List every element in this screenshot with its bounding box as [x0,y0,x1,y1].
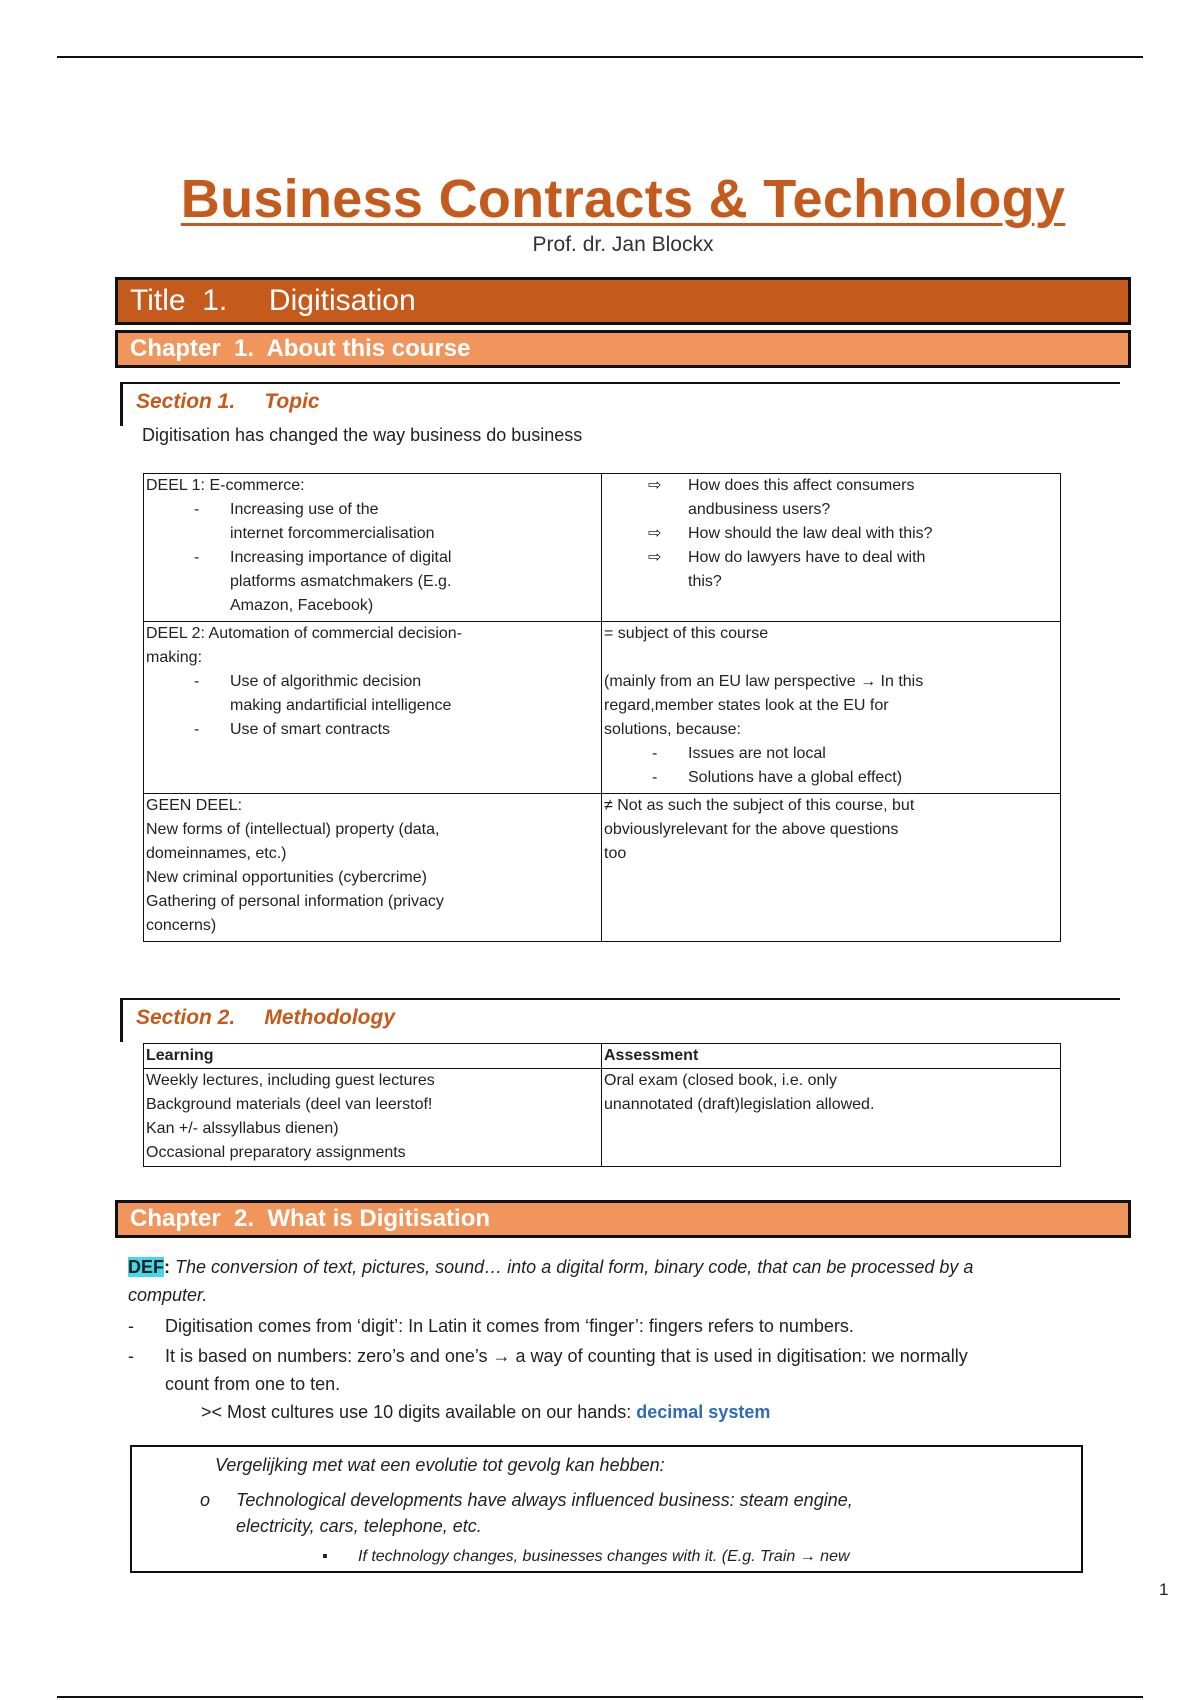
circle-bullet-icon: o [200,1490,211,1510]
question-3: ⇨ How do lawyers have to deal with this? [604,546,1058,594]
topic-cell-questions [602,474,1061,622]
decimal-system-term: decimal system [636,1402,771,1422]
topic-row-1 [144,474,1061,622]
section-1-title: Section 1. Topic [136,390,320,413]
author-line: Prof. dr. Jan Blockx [532,233,714,256]
bullet-1: - Digitisation comes from ‘digit’: In Latin it comes from ‘finger’: fingers refers to numbers. [128,1316,854,1336]
question-2: ⇨ How should the law deal with this? [604,522,1058,546]
deel1-item-2: - Increasing importance of digital platforms asmatchmakers (E.g. Amazon, Facebook) [194,549,452,614]
title-heading-bar: Title 1. Digitisation [115,277,1131,325]
subject-item-1: - Issues are not local [652,745,826,762]
topic-row-3 [144,794,1061,942]
topic-cell-deel2: DEEL 2: Automation of commercial decision- making: - Use of algorithmic decision making andartificial intelligence - Use of smart contracts [144,622,602,794]
page-number: 1 [1159,1580,1169,1599]
section-1-marker [120,384,123,426]
topic-row-2 [144,622,1061,794]
topic-table [143,473,1061,942]
methodology-header-row [144,1044,1061,1069]
topic-cell-deel1 [144,474,602,622]
comparison-box [130,1445,1083,1573]
topic-cell-subject: = subject of this course (mainly from an EU law perspective → In this regard,member states look at the EU for solutions, because: - Issues are not local - Solutions have a global effect) [602,622,1061,794]
bottom-rule [57,1696,1143,1698]
section-2-title: Section 2. Methodology [136,1006,396,1029]
header-learning: Learning [144,1044,602,1069]
comparison-sub-bullet: ▪ If technology changes, businesses changes with it. (E.g. Train → new [322,1545,850,1569]
section-1-header [120,382,1120,426]
document-title: Business Contracts & Technology [180,169,1066,229]
methodology-body-row [144,1069,1061,1167]
arrow-right-icon: ⇨ [648,525,662,542]
header-assessment: Assessment [602,1044,1061,1069]
chapter-2-heading-bar: Chapter 2. What is Digitisation [115,1200,1131,1238]
subject-item-2: - Solutions have a global effect) [652,769,903,786]
definition-paragraph: DEF: The conversion of text, pictures, sound… into a digital form, binary code, that can be processed by a computer. [128,1257,974,1305]
arrow-right-icon: ⇨ [648,477,662,494]
question-1: ⇨ How does this affect consumers andbusiness users? [604,474,1058,522]
deel1-heading: DEEL 1: E-commerce: [146,477,305,494]
comparison-bullet: o Technological developments have always influenced business: steam engine, electricity, cars, telephone, etc. [200,1487,853,1539]
deel1-item-1: - Increasing use of the internet forcommercialisation [194,501,435,542]
chapter-1-heading-bar: Chapter 1. About this course [115,330,1131,368]
decimal-note: >< Most cultures use 10 digits available on our hands: decimal system [201,1402,771,1422]
section-2-marker [120,1000,123,1042]
bullet-2: - It is based on numbers: zero’s and one’s → a way of counting that is used in digitisation: we normally count from one to ten. [128,1346,968,1394]
deel2-item-2: - Use of smart contracts [194,721,391,738]
methodology-table [143,1043,1061,1167]
topic-cell-geen-deel: GEEN DEEL: New forms of (intellectual) property (data, domeinnames, etc.) New criminal opportunities (cybercrime) Gathering of personal information (privacy concerns) [144,794,602,942]
learning-cell: Weekly lectures, including guest lectures Background materials (deel van leerstof! Kan +/- alssyllabus dienen) Occasional preparatory assignments [144,1069,602,1167]
comparison-heading: Vergelijking met wat een evolutie tot gevolg kan hebben: [215,1455,665,1475]
top-rule [57,56,1143,58]
section-1-intro: Digitisation has changed the way business do business [142,425,583,445]
section-2-header [120,998,1120,1042]
assessment-cell: Oral exam (closed book, i.e. only unannotated (draft)legislation allowed. [602,1069,1061,1167]
def-label: DEF [128,1257,164,1277]
deel2-item-1: - Use of algorithmic decision making andartificial intelligence [194,673,452,714]
arrow-right-icon: ⇨ [648,549,662,566]
topic-cell-not-subject: ≠ Not as such the subject of this course, but obviouslyrelevant for the above questions too [602,794,1061,942]
square-bullet-icon: ▪ [322,1548,328,1565]
